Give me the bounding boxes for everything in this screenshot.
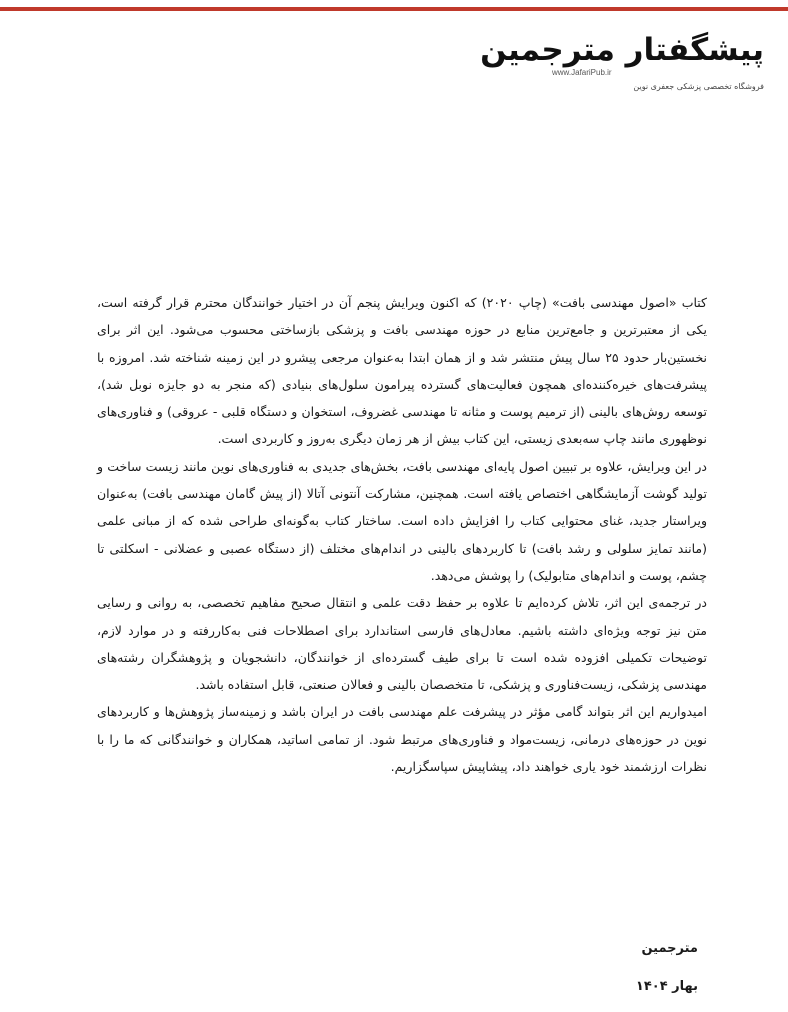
signature-author: مترجمین [641, 941, 698, 956]
preface-body [97, 289, 707, 780]
logo-url: www.JafariPub.ir [552, 68, 612, 77]
logo-title: پیشگفتار مترجمین [480, 32, 764, 68]
top-accent-rule [0, 7, 788, 11]
publisher-logo [480, 30, 764, 94]
paragraph: امیدواریم این اثر بتواند گامی مؤثر در پیشرفت علم مهندسی بافت در ایران باشد و زمینه‌ساز پژوهش‌ها و کاربردهای نوین در حوزه‌های درمانی، زیست‌مواد و فناوری‌های مرتبط شود. از تمامی اساتید، همکاران و خوانندگانی که ما را با نظرات ارزشمند خود یاری خواهند داد، پیشاپیش سپاسگزاریم. [97, 704, 707, 775]
paragraph: در این ویرایش، علاوه بر تبیین اصول پایه‌ای مهندسی بافت، بخش‌های جدیدی به فناوری‌های نوین مانند زیست ساخت و تولید گوشت آزمایشگاهی اختصاص یافته است. همچنین، مشارکت آنتونی آتالا (از پیش گامان مهندسی بافت) به‌عنوان ویراستار جدید، غنای محتوایی کتاب را افزایش داده است. ساختار کتاب به‌گونه‌ای طراحی شده که از مبانی علمی (مانند تمایز سلولی و رشد بافت) تا کاربردهای بالینی در اندام‌های مختلف (از دستگاه عصبی و عضلانی - اسکلتی تا چشم، پوست و اندام‌های متابولیک) را پوشش می‌دهد. [97, 458, 707, 583]
signature-date: بهار ۱۴۰۴ [635, 979, 698, 994]
paragraph: در ترجمه‌ی این اثر، تلاش کرده‌ایم تا علاوه بر حفظ دقت علمی و انتقال صحیح مفاهیم تخصصی، به روانی و رسایی متن نیز توجه ویژه‌ای داشته باشیم. معادل‌های فارسی استاندارد برای اصطلاحات فنی به‌کاررفته و در موارد لازم، توضیحات تکمیلی افزوده شده است تا برای طیف گسترده‌ای از خوانندگان، دانشجویان و پژوهشگران رشته‌های مهندسی پزشکی، زیست‌فناوری و پزشکی، تا متخصصان بالینی و فعالان صنعتی، قابل استفاده باشد. [97, 595, 707, 693]
signature-block [498, 930, 698, 1006]
paragraph: کتاب «اصول مهندسی بافت» (چاپ ۲۰۲۰) که اکنون ویرایش پنجم آن در اختیار خوانندگان محترم قرار گرفته است، یکی از معتبرترین و جامع‌ترین منابع در حوزه مهندسی بافت و پزشکی بازساختی محسوب می‌شود. این اثر برای نخستین‌بار حدود ۲۵ سال پیش منتشر شد و از همان ابتدا به‌عنوان مرجعی پیشرو در این زمینه شناخته شد. امروزه با پیشرفت‌های خیره‌کننده‌ای همچون فعالیت‌های گسترده پیرامون سلول‌های بنیادی (که منجر به دو جایزه نوبل شد)، توسعه روش‌های بالینی (از ترمیم پوست و مثانه تا مهندسی غضروف، استخوان و دستگاه قلبی - عروقی) و فناوری‌های نوظهوری مانند چاپ سه‌بعدی زیستی، این کتاب بیش از هر زمان دیگری به‌روز و کاربردی است. [97, 295, 707, 447]
logo-tagline: فروشگاه تخصصی پزشکی جعفری نوین [633, 82, 764, 91]
